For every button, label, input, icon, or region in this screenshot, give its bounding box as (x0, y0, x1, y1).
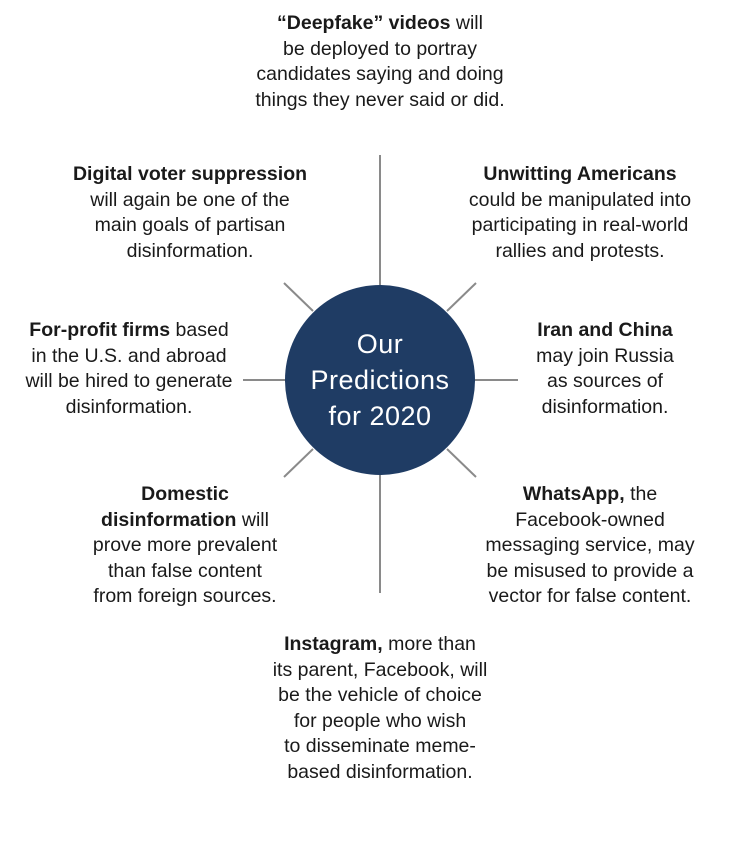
prediction-deepfake: “Deepfake” videos will be deployed to portray candidates saying and doing things they never said or did. (255, 12, 505, 111)
center-line-3: for 2020 (328, 401, 432, 431)
spoke-top-right (447, 283, 476, 311)
prediction-unwitting-americans-title: Unwitting Americans (483, 163, 677, 185)
prediction-unwitting-americans: Unwitting Americans could be manipulated into participating in real-world rallies and protests. (468, 163, 692, 262)
prediction-for-profit-firms: For-profit firms based in the U.S. and abroad will be hired to generate disinformation. (25, 319, 233, 418)
prediction-digital-voter-suppression-title: Digital voter suppression (72, 163, 308, 185)
prediction-iran-china: Iran and China may join Russia as sources of disinformation. (536, 319, 674, 418)
center-line-1: Our (356, 329, 404, 359)
prediction-instagram-title: Instagram, (284, 633, 383, 655)
prediction-domestic-disinformation: Domestic disinformation will prove more prevalent than false content from foreign sources. (92, 483, 278, 607)
prediction-digital-voter-suppression: Digital voter suppression will again be one of the main goals of partisan disinformation. (72, 163, 308, 262)
spoke-top-left (284, 283, 313, 311)
prediction-domestic-disinformation-title: Domestic (141, 483, 229, 505)
prediction-instagram: Instagram, more than its parent, Facebook, will be the vehicle of choice for people who wish to disseminate meme- based disinformation. (272, 633, 488, 783)
prediction-deepfake-title: “Deepfake” videos (277, 12, 451, 34)
spoke-bottom-left (284, 449, 313, 477)
prediction-whatsapp: WhatsApp, the Facebook-owned messaging service, may be misused to provide a vector for false content. (485, 483, 695, 607)
prediction-iran-china-title: Iran and China (537, 319, 673, 341)
spoke-bottom-right (447, 449, 476, 477)
center-circle (285, 285, 475, 475)
prediction-for-profit-firms-title: For-profit firms (29, 319, 171, 341)
prediction-whatsapp-title: WhatsApp, (522, 483, 625, 505)
center-line-2: Predictions (310, 365, 450, 395)
